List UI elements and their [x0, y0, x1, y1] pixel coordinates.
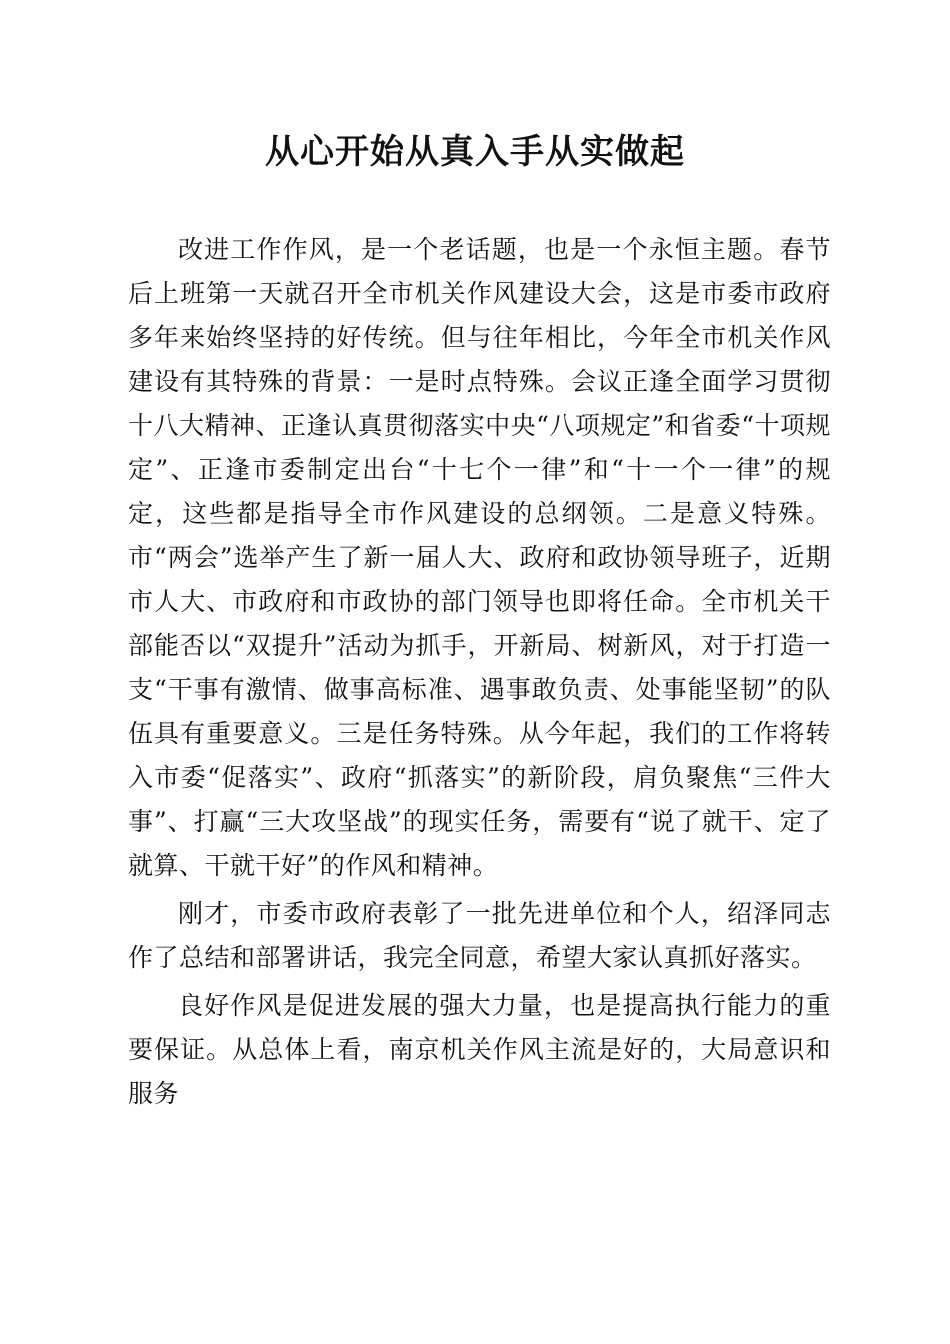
document-title: 从心开始从真入手从实做起	[265, 132, 685, 172]
document-body	[128, 228, 831, 1120]
paragraph: 刚才，市委市政府表彰了一批先进单位和个人，绍泽同志作了总结和部署讲话，我完全同意，希望大家认真抓好落实。	[128, 899, 831, 972]
paragraph: 良好作风是促进发展的强大力量，也是提高执行能力的重要保证。从总体上看，南京机关作风主流是好的，大局意识和服务	[128, 991, 831, 1108]
paragraph: 改进工作作风，是一个老话题，也是一个永恒主题。春节后上班第一天就召开全市机关作风建设大会，这是市委市政府多年来始终坚持的好传统。但与往年相比，今年全市机关作风建设有其特殊的背景：一是时点特殊。会议正逢全面学习贯彻十八大精神、正逢认真贯彻落实中央“八项规定”和省委“十项规定”、正逢市委制定出台“十七个一律”和“十一个一律”的规定，这些都是指导全市作风建设的总纲领。二是意义特殊。市“两会”选举产生了新一届人大、政府和政协领导班子，近期市人大、市政府和市政协的部门领导也即将任命。全市机关干部能否以“双提升”活动为抓手，开新局、树新风，对于打造一支“干事有激情、做事高标准、遇事敢负责、处事能坚韧”的队伍具有重要意义。三是任务特殊。从今年起，我们的工作将转入市委“促落实”、政府“抓落实”的新阶段，肩负聚焦“三件大事”、打赢“三大攻坚战”的现实任务，需要有“说了就干、定了就算、干就干好”的作风和精神。	[128, 235, 831, 880]
